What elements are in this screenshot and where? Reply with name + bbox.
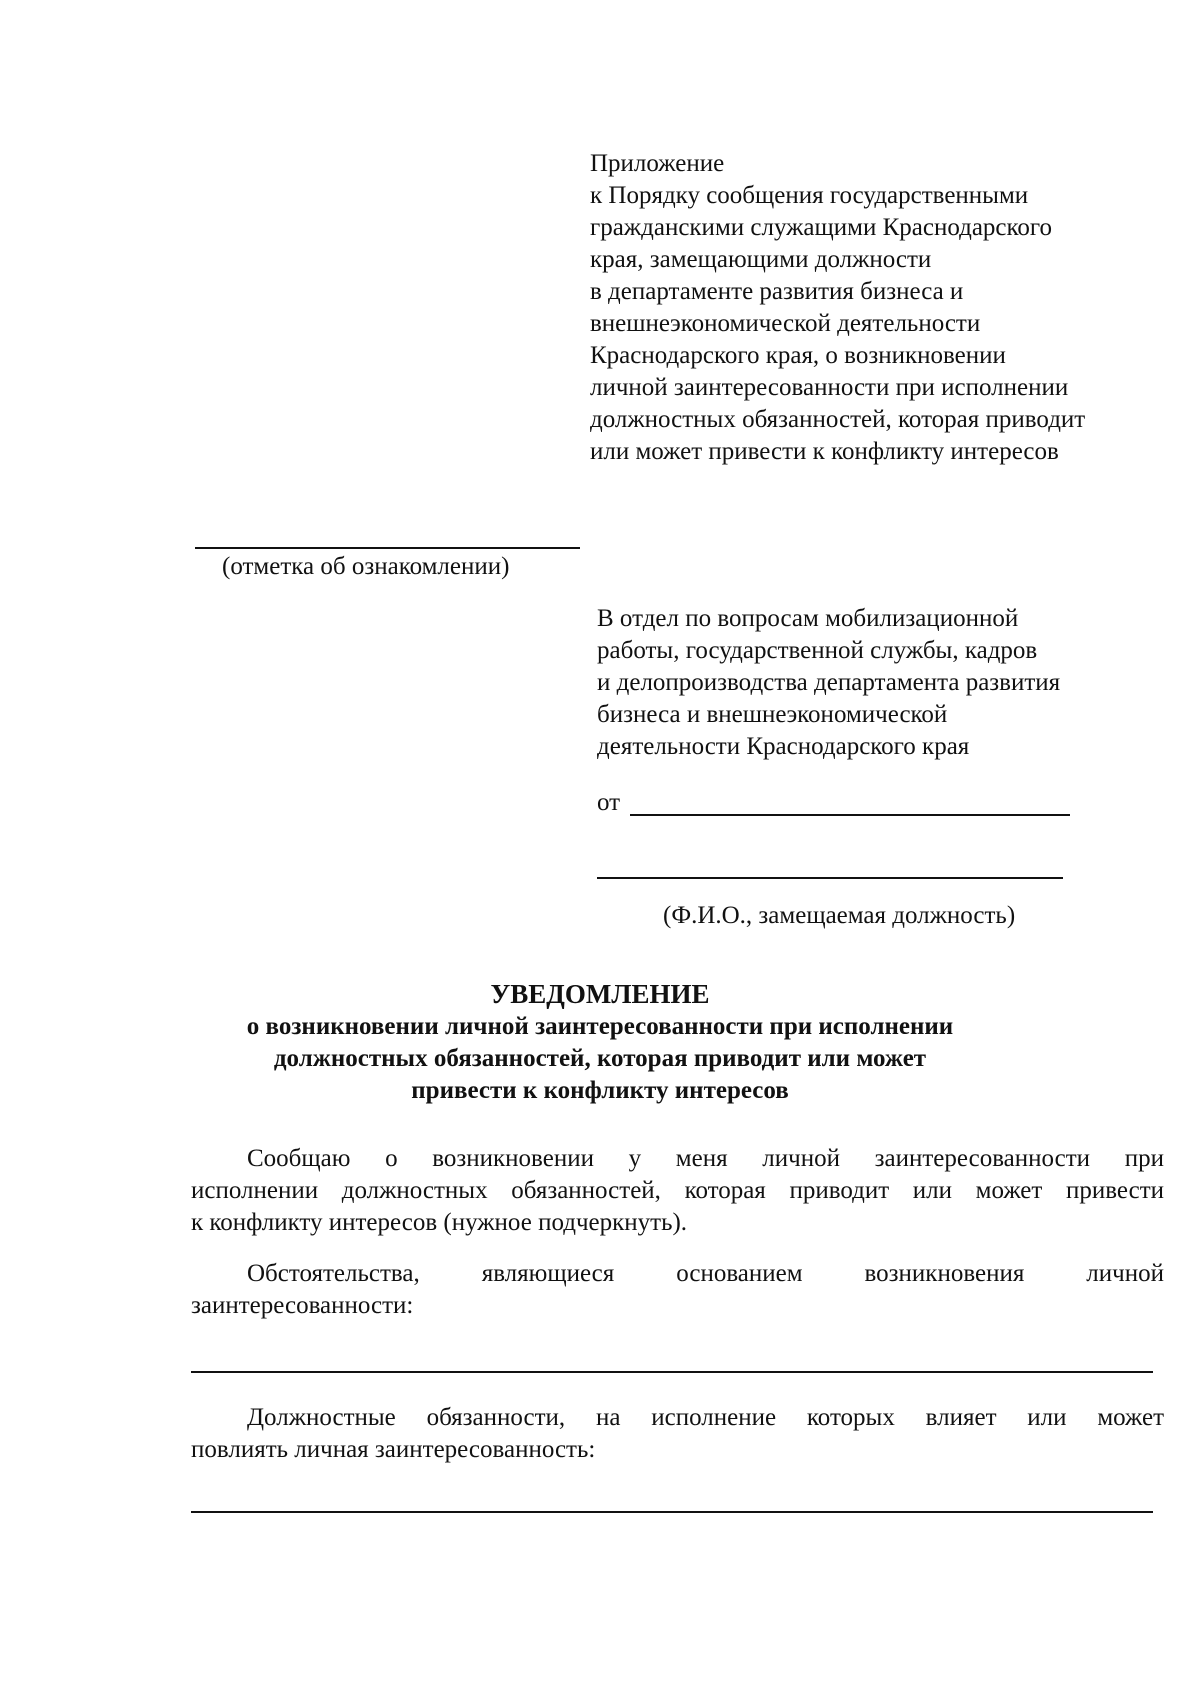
- paragraph-circumstances: [191, 1258, 1164, 1322]
- from-row: [597, 787, 1097, 819]
- addressee-line: и делопроизводства департамента развития: [597, 669, 1061, 696]
- addressee-line: В отдел по вопросам мобилизационной: [597, 605, 1019, 632]
- addressee-line: работы, государственной службы, кадров: [597, 637, 1038, 664]
- annex-line: или может привести к конфликту интересов: [590, 438, 1059, 465]
- addressee-block: [597, 603, 1157, 763]
- paragraph-notification: [191, 1143, 1164, 1239]
- annex-line: Приложение: [590, 150, 725, 177]
- paragraph-line: Обстоятельства, являющиеся основанием возникновения личной: [247, 1260, 1164, 1287]
- document-subtitle: [140, 1011, 1060, 1107]
- subtitle-line: привести к конфликту интересов: [411, 1077, 789, 1104]
- acknowledgement-caption: (отметка об ознакомлении): [222, 553, 510, 580]
- annex-line: края, замещающими должности: [590, 246, 932, 273]
- subtitle-line: должностных обязанностей, которая приводит или может: [273, 1045, 927, 1072]
- annex-line: гражданскими служащими Краснодарского: [590, 214, 1053, 241]
- paragraph-line: повлиять личная заинтересованность:: [191, 1436, 596, 1463]
- paragraph-line: исполнении должностных обязанностей, которая приводит или может привести: [191, 1177, 1164, 1204]
- circumstances-fill-line[interactable]: [191, 1371, 1153, 1373]
- annex-line: должностных обязанностей, которая приводит: [590, 406, 1086, 433]
- paragraph-line: заинтересованности:: [191, 1292, 414, 1319]
- sender-name-fill-line[interactable]: [630, 814, 1070, 816]
- annex-header: [590, 148, 1150, 468]
- annex-line: внешнеэкономической деятельности: [590, 310, 981, 337]
- paragraph-duties: [191, 1402, 1164, 1466]
- paragraph-line: к конфликту интересов (нужное подчеркнуть).: [191, 1209, 688, 1236]
- addressee-line: бизнеса и внешнеэкономической: [597, 701, 948, 728]
- annex-line: личной заинтересованности при исполнении: [590, 374, 1069, 401]
- annex-line: в департаменте развития бизнеса и: [590, 278, 964, 305]
- sender-position-fill-line[interactable]: [597, 877, 1063, 879]
- annex-line: к Порядку сообщения государственными: [590, 182, 1029, 209]
- from-label: от: [597, 789, 621, 816]
- document-title: УВЕДОМЛЕНИЕ: [490, 979, 710, 1009]
- paragraph-line: Должностные обязанности, на исполнение которых влияет или может: [247, 1404, 1164, 1431]
- fio-caption: (Ф.И.О., замещаемая должность): [663, 902, 1016, 929]
- subtitle-line: о возникновении личной заинтересованности при исполнении: [246, 1013, 954, 1040]
- addressee-line: деятельности Краснодарского края: [597, 733, 970, 760]
- acknowledgement-signature-line[interactable]: [195, 547, 580, 549]
- duties-fill-line[interactable]: [191, 1511, 1153, 1513]
- annex-line: Краснодарского края, о возникновении: [590, 342, 1006, 369]
- paragraph-line: Сообщаю о возникновении у меня личной заинтересованности при: [247, 1145, 1164, 1172]
